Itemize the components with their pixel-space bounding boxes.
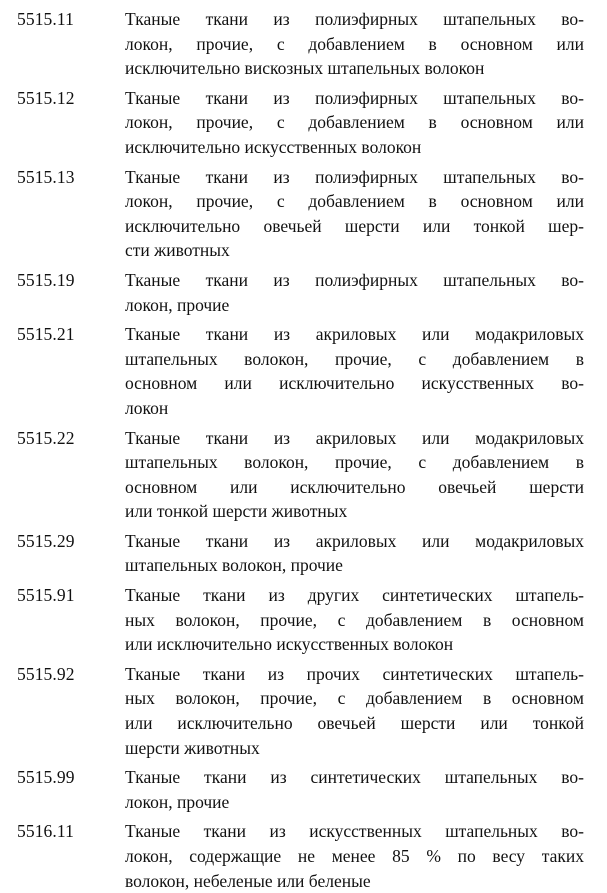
description-line: или тонкой шерсти животных [125,501,348,522]
tariff-description [125,268,584,317]
tariff-code: 5515.29 [17,530,75,551]
description-line: ных волокон, прочие, с добавлением в основном [125,609,584,630]
description-line: основном или исключительно овечьей шерсти [125,476,584,497]
tariff-entry [17,583,584,657]
description-line: Тканые ткани из акриловых или модакриловых [125,530,584,551]
tariff-code: 5515.91 [17,585,75,606]
tariff-description [125,165,584,263]
tariff-code: 5515.13 [17,166,75,187]
description-line: Тканые ткани из полиэфирных штапельных во- [125,269,584,290]
tariff-code: 5515.99 [17,767,75,788]
tariff-description [125,426,584,524]
description-line: локон, прочие [125,294,230,315]
description-line: исключительно искусственных волокон [125,136,422,157]
tariff-description [125,819,584,893]
description-line: штапельных волокон, прочие [125,555,343,576]
tariff-entry [17,322,584,420]
description-line: локон, содержащие не менее 85 % по весу таких [125,846,584,866]
description-line: Тканые ткани из синтетических штапельных во- [125,767,584,788]
description-line: Тканые ткани из полиэфирных штапельных во- [125,166,584,187]
tariff-entry [17,7,584,81]
tariff-description [125,662,584,760]
tariff-entry [17,268,584,317]
description-line: Тканые ткани из искусственных штапельных во- [125,821,584,842]
description-line: локон, прочие [125,791,230,812]
description-line: Тканые ткани из прочих синтетических штапель- [125,663,584,684]
description-line: ных волокон, прочие, с добавлением в основном [125,688,584,709]
tariff-description [125,529,584,578]
description-line: локон, прочие, с добавлением в основном или [125,191,584,212]
tariff-code: 5515.22 [17,427,75,448]
tariff-description [125,7,584,81]
description-line: Тканые ткани из акриловых или модакриловых [125,427,584,448]
description-line: исключительно вискозных штапельных волокон [125,58,485,79]
description-line: Тканые ткани из полиэфирных штапельных во- [125,9,584,29]
description-line: локон [125,397,169,418]
tariff-entry [17,662,584,760]
tariff-entry [17,819,584,893]
tariff-entry [17,529,584,578]
tariff-description [125,86,584,160]
tariff-code: 5515.12 [17,87,75,108]
description-line: штапельных волокон, прочие, с добавлением в [125,452,584,473]
tariff-code: 5516.11 [17,821,74,842]
tariff-entry [17,765,584,814]
tariff-entry [17,165,584,263]
description-line: локон, прочие, с добавлением в основном или [125,112,584,133]
description-line: штапельных волокон, прочие, с добавлением в [125,348,584,369]
tariff-description [125,765,584,814]
tariff-code: 5515.92 [17,663,75,684]
tariff-description [125,583,584,657]
description-line: волокон, небеленые или беленые [125,870,371,891]
description-line: исключительно овечьей шерсти или тонкой шер- [125,215,584,236]
description-line: Тканые ткани из других синтетических штапель- [125,585,584,606]
tariff-code: 5515.21 [17,324,75,345]
description-line: основном или исключительно искусственных во- [125,373,584,394]
description-line: Тканые ткани из полиэфирных штапельных во- [125,87,584,108]
description-line: Тканые ткани из акриловых или модакриловых [125,324,584,345]
description-line: или исключительно овечьей шерсти или тонкой [125,713,584,734]
tariff-code-list [17,7,584,893]
tariff-entry [17,426,584,524]
tariff-entry [17,86,584,160]
description-line: или исключительно искусственных волокон [125,634,454,655]
tariff-description [125,322,584,420]
description-line: шерсти животных [125,737,260,758]
tariff-code: 5515.11 [17,9,74,29]
description-line: локон, прочие, с добавлением в основном или [125,33,584,54]
tariff-code: 5515.19 [17,269,75,290]
description-line: сти животных [125,240,230,261]
